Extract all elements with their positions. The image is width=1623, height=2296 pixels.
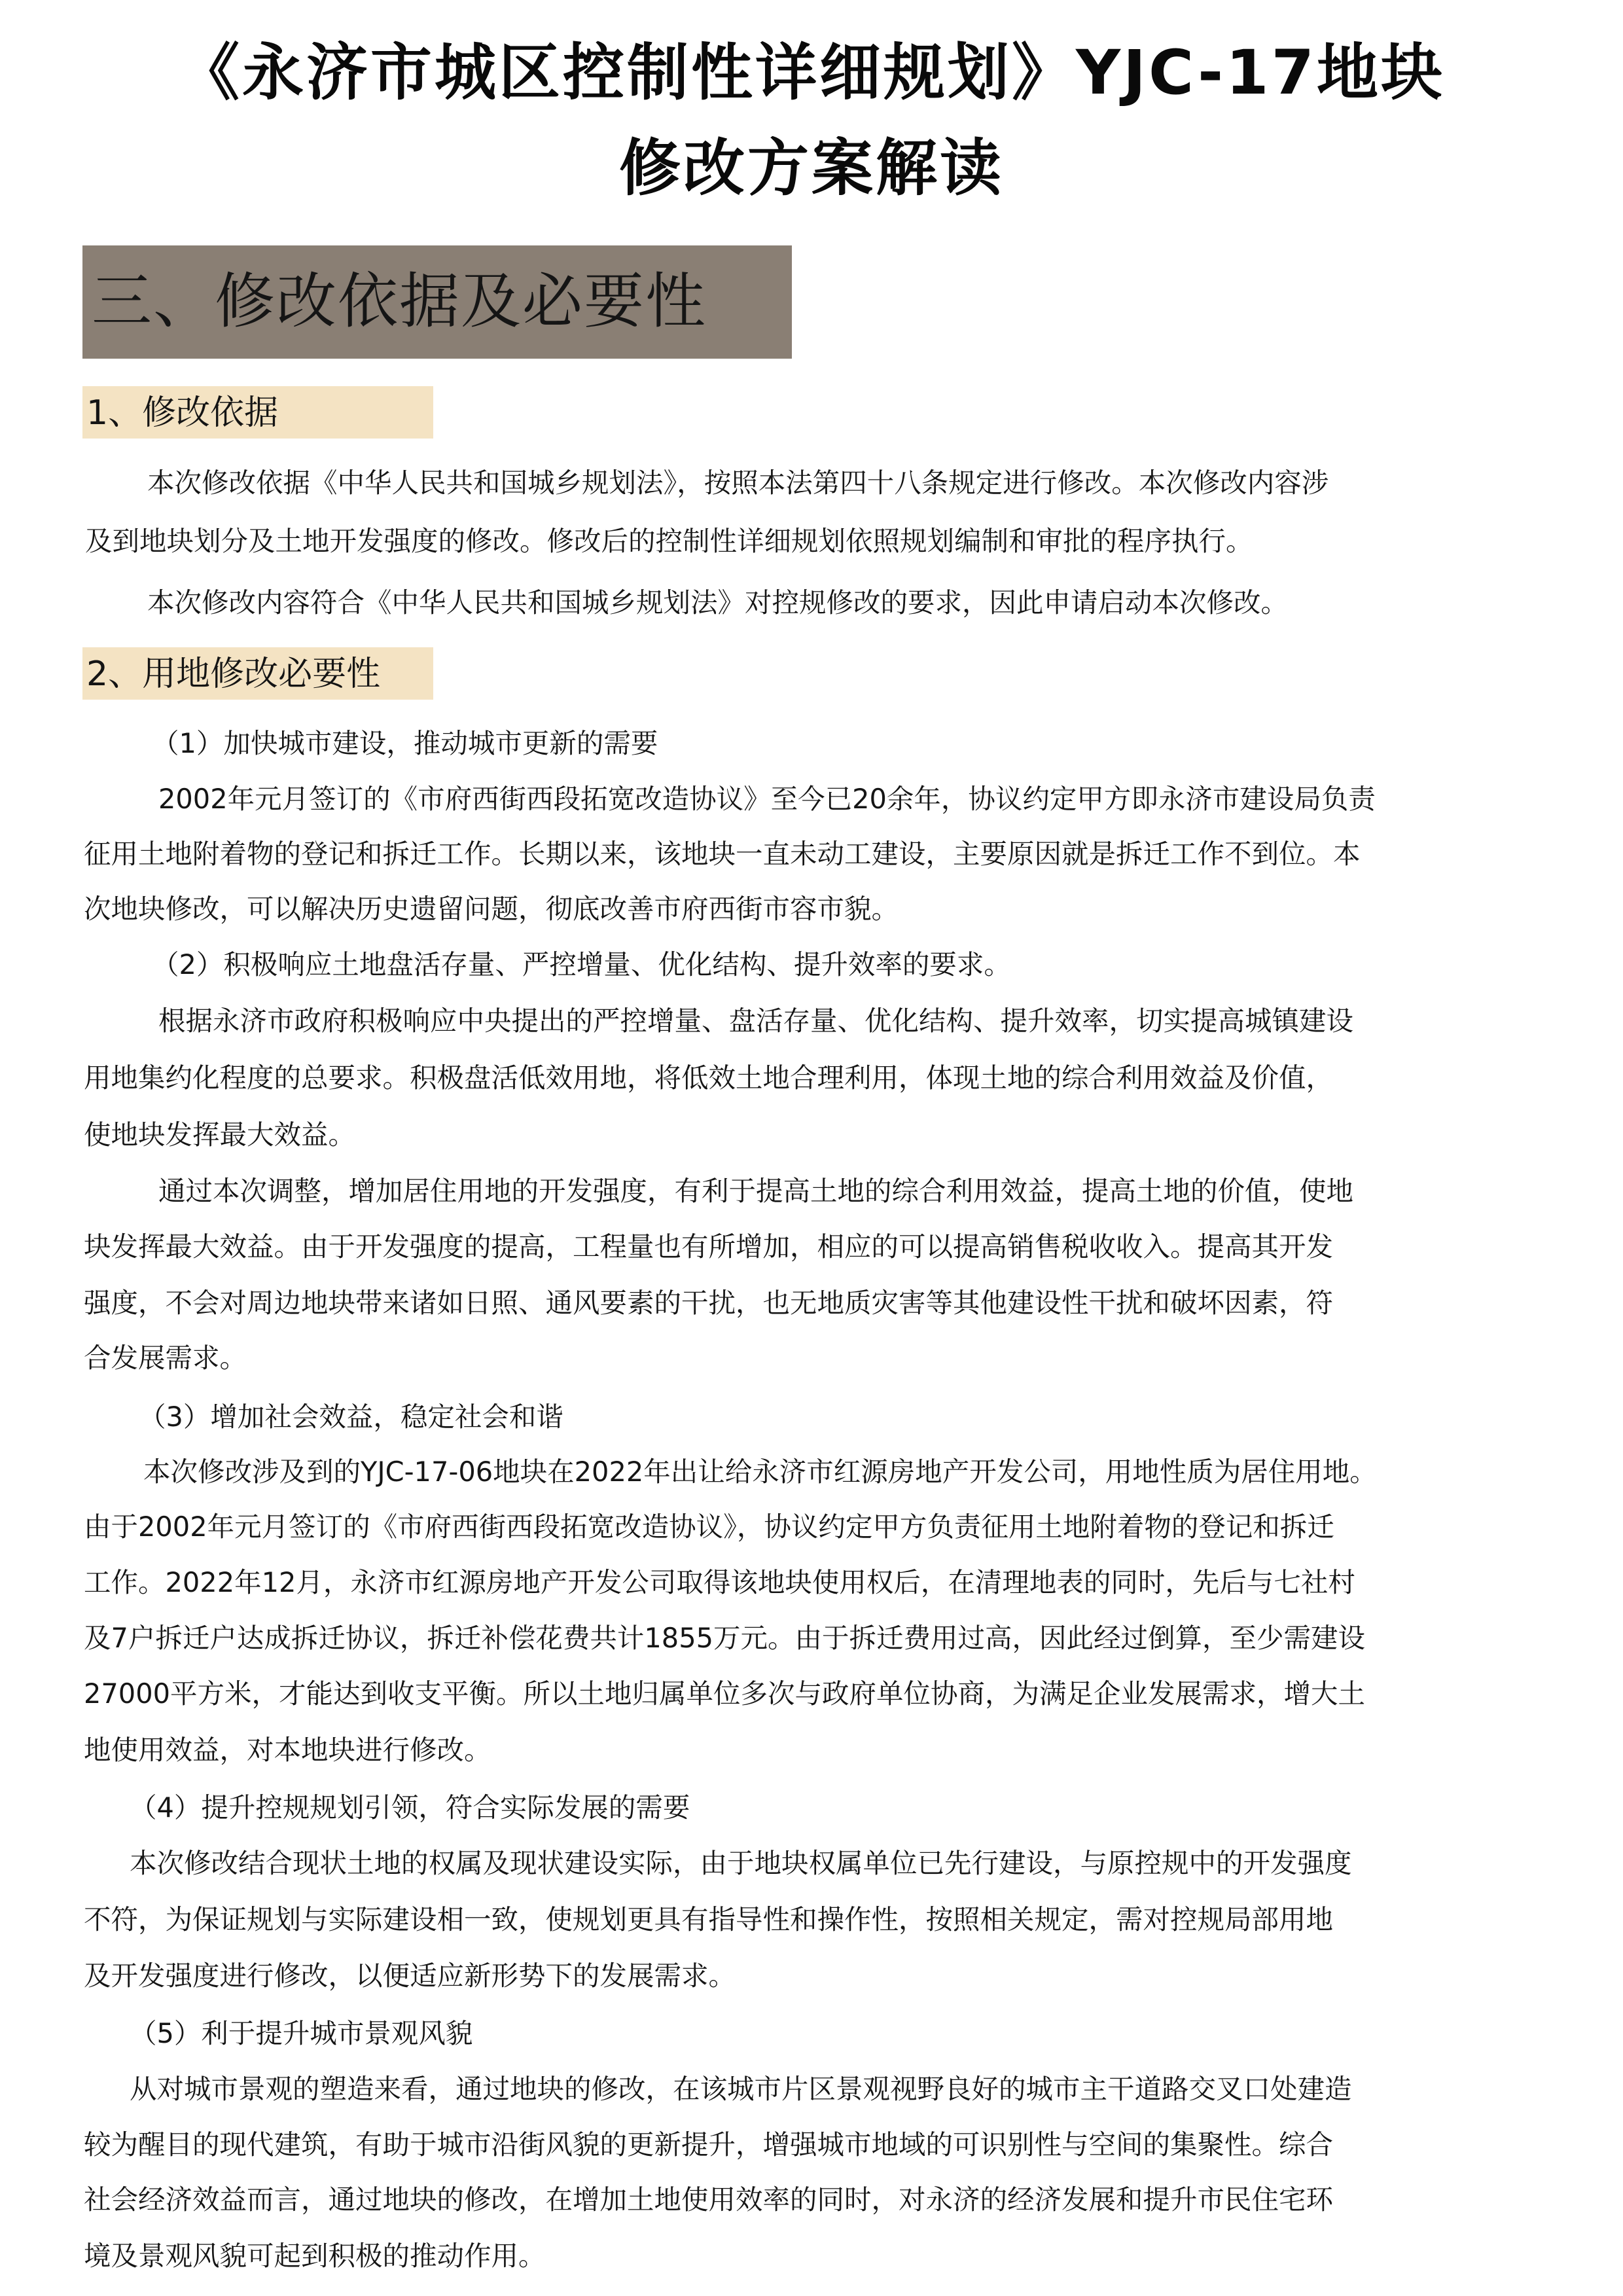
subheading-necessity: 2、用地修改必要性 — [86, 655, 381, 694]
paragraph-line: 2002年元月签订的《市府西街西段拓宽改造协议》至今已20余年，协议约定甲方即永济市建设局负责 — [158, 783, 1376, 815]
paragraph-line: 不符，为保证规划与实际建设相一致，使规划更具有指导性和操作性，按照相关规定，需对控规局部用地 — [84, 1903, 1334, 1935]
paragraph-line: 合发展需求。 — [84, 1342, 247, 1374]
paragraph-line: 及到地块划分及土地开发强度的修改。修改后的控制性详细规划依照规划编制和审批的程序执行。 — [85, 525, 1253, 557]
paragraph-line: 本次修改涉及到的YJC-17-06地块在2022年出让给永济市红源房地产开发公司，用地性质为居住用地。 — [143, 1456, 1377, 1488]
section-heading-band — [82, 245, 792, 359]
paragraph-line: 本次修改结合现状土地的权属及现状建设实际，由于地块权属单位已先行建设，与原控规中的开发强度 — [130, 1847, 1352, 1879]
list-item-heading: （3）增加社会效益，稳定社会和谐 — [139, 1401, 563, 1433]
paragraph-line: 块发挥最大效益。由于开发强度的提高，工程量也有所增加，相应的可以提高销售税收收入。提高其开发 — [84, 1230, 1334, 1263]
document-title-line-1: 《永济市城区控制性详细规划》YJC-17地块 — [177, 37, 1445, 109]
paragraph-line: 强度，不会对周边地块带来诸如日照、通风要素的干扰，也无地质灾害等其他建设性干扰和破坏因素，符 — [84, 1287, 1334, 1319]
paragraph-line: 本次修改内容符合《中华人民共和国城乡规划法》对控规修改的要求，因此申请启动本次修改。 — [147, 586, 1289, 619]
paragraph-line: 通过本次调整，增加居住用地的开发强度，有利于提高土地的综合利用效益，提高土地的价值，使地 — [158, 1175, 1354, 1207]
subheading-band-necessity — [82, 647, 433, 700]
paragraph-line: 及开发强度进行修改，以便适应新形势下的发展需求。 — [84, 1960, 736, 1992]
paragraph-line: 社会经济效益而言，通过地块的修改，在增加土地使用效率的同时，对永济的经济发展和提升市民住宅环 — [84, 2183, 1334, 2215]
subheading-band-basis — [82, 386, 433, 439]
paragraph-line: 较为醒目的现代建筑，有助于城市沿街风貌的更新提升，增强城市地域的可识别性与空间的集聚性。综合 — [84, 2128, 1334, 2161]
paragraph-line: 由于2002年元月签订的《市府西街西段拓宽改造协议》，协议约定甲方负责征用土地附着物的登记和拆迁 — [84, 1511, 1334, 1543]
paragraph-line: 用地集约化程度的总要求。积极盘活低效用地，将低效土地合理利用，体现土地的综合利用效益及价值， — [84, 1062, 1334, 1094]
paragraph-line: 地使用效益，对本地块进行修改。 — [84, 1734, 491, 1766]
paragraph-line: 及7户拆迁户达成拆迁协议，拆迁补偿花费共计1855万元。由于拆迁费用过高，因此经过倒算，至少需建设 — [84, 1622, 1366, 1654]
paragraph-line: 从对城市景观的塑造来看，通过地块的修改，在该城市片区景观视野良好的城市主干道路交叉口处建造 — [130, 2073, 1352, 2105]
paragraph-line: 27000平方米，才能达到收支平衡。所以土地归属单位多次与政府单位协商，为满足企业发展需求，增大土 — [84, 1677, 1366, 1710]
paragraph-line: 本次修改依据《中华人民共和国城乡规划法》，按照本法第四十八条规定进行修改。本次修改内容涉 — [147, 467, 1329, 499]
list-item-heading: （2）积极响应土地盘活存量、严控增量、优化结构、提升效率的要求。 — [152, 948, 1011, 980]
subheading-basis: 1、修改依据 — [86, 393, 279, 433]
paragraph-line: 使地块发挥最大效益。 — [84, 1119, 356, 1151]
paragraph-line: 境及景观风貌可起到积极的推动作用。 — [84, 2240, 546, 2272]
paragraph-line: 根据永济市政府积极响应中央提出的严控增量、盘活存量、优化结构、提升效率，切实提高城镇建设 — [158, 1005, 1354, 1037]
document-title-line-2: 修改方案解读 — [618, 133, 1004, 204]
paragraph-line: 征用土地附着物的登记和拆迁工作。长期以来，该地块一直未动工建设，主要原因就是拆迁工作不到位。本 — [84, 838, 1361, 870]
paragraph-line: 次地块修改，可以解决历史遗留问题，彻底改善市府西街市容市貌。 — [84, 893, 899, 925]
list-item-heading: （1）加快城市建设，推动城市更新的需要 — [152, 727, 658, 759]
paragraph-line: 工作。2022年12月，永济市红源房地产开发公司取得该地块使用权后，在清理地表的同时，先后与七社村 — [84, 1566, 1355, 1598]
list-item-heading: （5）利于提升城市景观风貌 — [130, 2017, 473, 2049]
section-heading: 三、修改依据及必要性 — [92, 266, 707, 336]
list-item-heading: （4）提升控规规划引领，符合实际发展的需要 — [130, 1791, 690, 1823]
